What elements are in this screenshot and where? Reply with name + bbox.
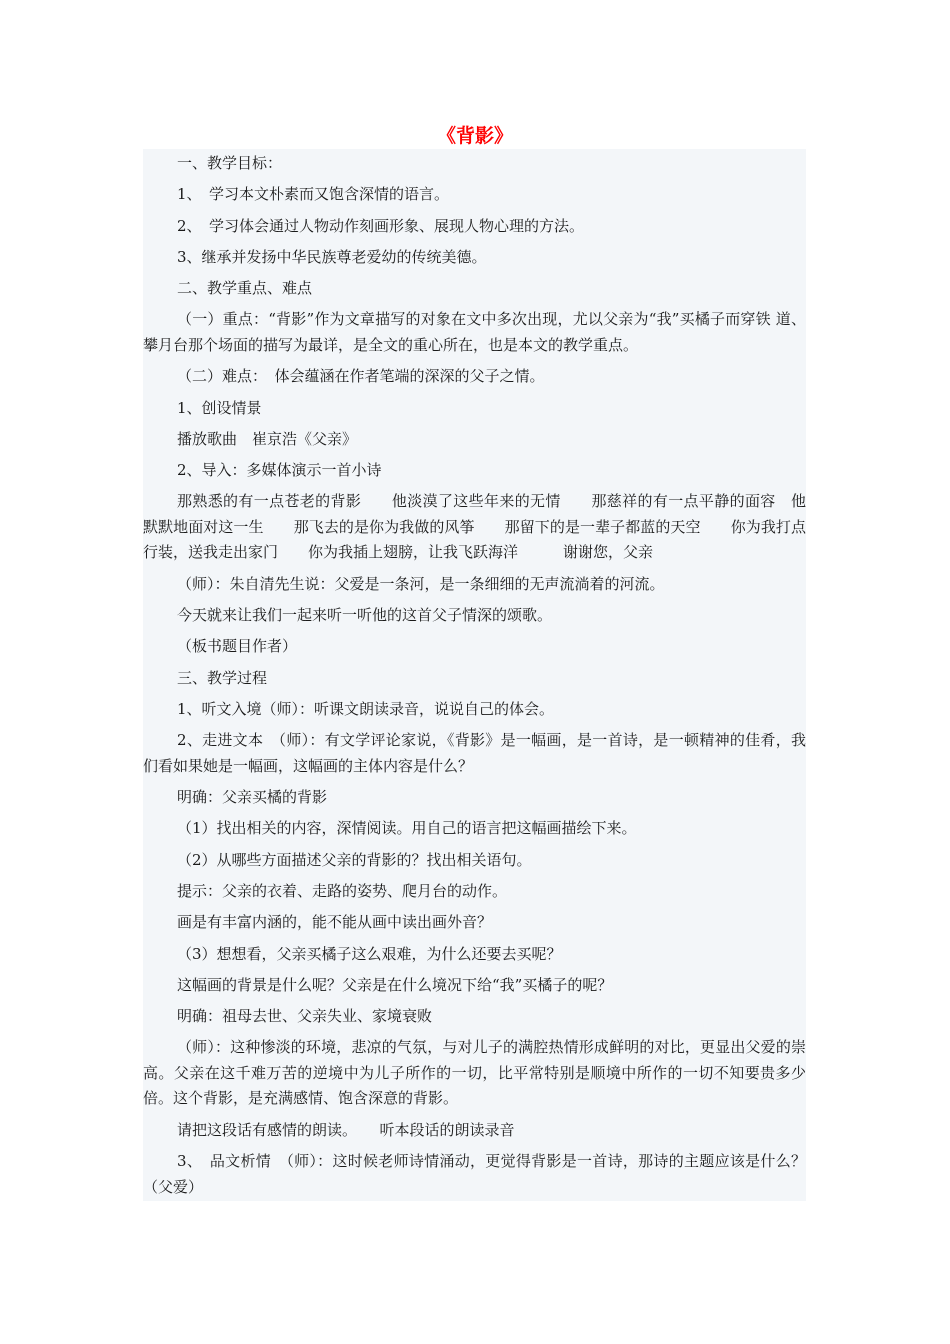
paragraph: 2、走进文本 （师）：有文学评论家说，《背影》是一幅画，是一首诗，是一顿精神的佳肴，我们看如果她是一幅画，这幅画的主体内容是什么？	[143, 731, 806, 775]
paragraph: 今天就来让我们一起来听一听他的这首父子情深的颂歌。	[177, 606, 553, 625]
paragraph: （1）找出相关的内容，深情阅读。用自己的语言把这幅画描绘下来。	[177, 819, 637, 838]
paragraph: （板书题目作者）	[177, 637, 298, 656]
paragraph: 3、继承并发扬中华民族尊老爱幼的传统美德。	[177, 247, 487, 266]
paragraph: 提示：父亲的衣着、走路的姿势、爬月台的动作。	[177, 881, 508, 900]
paragraph: （3）想想看，父亲买橘子这么艰难，为什么还要去买呢？	[177, 944, 562, 963]
paragraph: 1、创设情景	[177, 398, 262, 417]
lesson-plan-body	[143, 149, 806, 1201]
paragraph: 三、教学过程	[177, 668, 268, 687]
paragraph: 这幅画的背景是什么呢？父亲是在什么境况下给“我”买橘子的呢？	[177, 975, 613, 994]
paragraph: （二）难点： 体会蕴涵在作者笔端的深深的父子之情。	[177, 367, 545, 386]
paragraph: 画是有丰富内涵的，能不能从画中读出画外音？	[177, 913, 493, 932]
paragraph: 2、 学习体会通过人物动作刻画形象、展现人物心理的方法。	[177, 216, 585, 235]
paragraph: 3、 品文析情 （师）：这时候老师诗情涌动，更觉得背影是一首诗，那诗的主题应该是什么？（父爱）	[143, 1152, 806, 1196]
paragraph: （一）重点：“背影”作为文章描写的对象在文中多次出现，尤以父亲为“我”买橘子而穿铁 道、攀月台那个场面的描写为最详，是全文的重心所在，也是本文的教学重点。	[143, 310, 806, 354]
paragraph: （2）从哪些方面描述父亲的背影的？找出相关语句。	[177, 850, 532, 869]
paragraph: （师）：这种惨淡的环境，悲凉的气氛，与对儿子的满腔热情形成鲜明的对比，更显出父爱的崇高。父亲在这千难万苦的逆境中为儿子所作的一切，比平常特别是顺境中所作的一切不知要贵多少倍。这个背影，是充满感情、饱含深意的背影。	[143, 1038, 806, 1108]
paragraph: 请把这段话有感情的朗读。 听本段话的朗读录音	[177, 1120, 515, 1139]
document-title: 《背影》	[436, 125, 513, 147]
paragraph: 二、教学重点、难点	[177, 279, 313, 298]
paragraph: 明确：祖母去世、父亲失业、家境衰败	[177, 1007, 433, 1026]
paragraph: 2、导入：多媒体演示一首小诗	[177, 461, 382, 480]
paragraph: 1、 学习本文朴素而又饱含深情的语言。	[177, 185, 450, 204]
paragraph: 播放歌曲 崔京浩《父亲》	[177, 429, 358, 448]
paragraph: 一、教学目标：	[177, 154, 283, 172]
paragraph: （师）：朱自清先生说：父爱是一条河，是一条细细的无声流淌着的河流。	[177, 574, 665, 593]
paragraph: 1、听文入境（师）：听课文朗读录音，说说自己的体会。	[177, 699, 555, 718]
paragraph: 明确：父亲买橘的背影	[177, 788, 328, 807]
paragraph: 那熟悉的有一点苍老的背影 他淡漠了这些年来的无情 那慈祥的有一点平静的面容 他默默地面对这一生 那飞去的是你为我做的风筝 那留下的是一辈子都蓝的天空 你为我打点行装，送我走出家门 你为我插上翅膀，让我飞跃海洋 谢谢您，父亲	[143, 492, 806, 562]
